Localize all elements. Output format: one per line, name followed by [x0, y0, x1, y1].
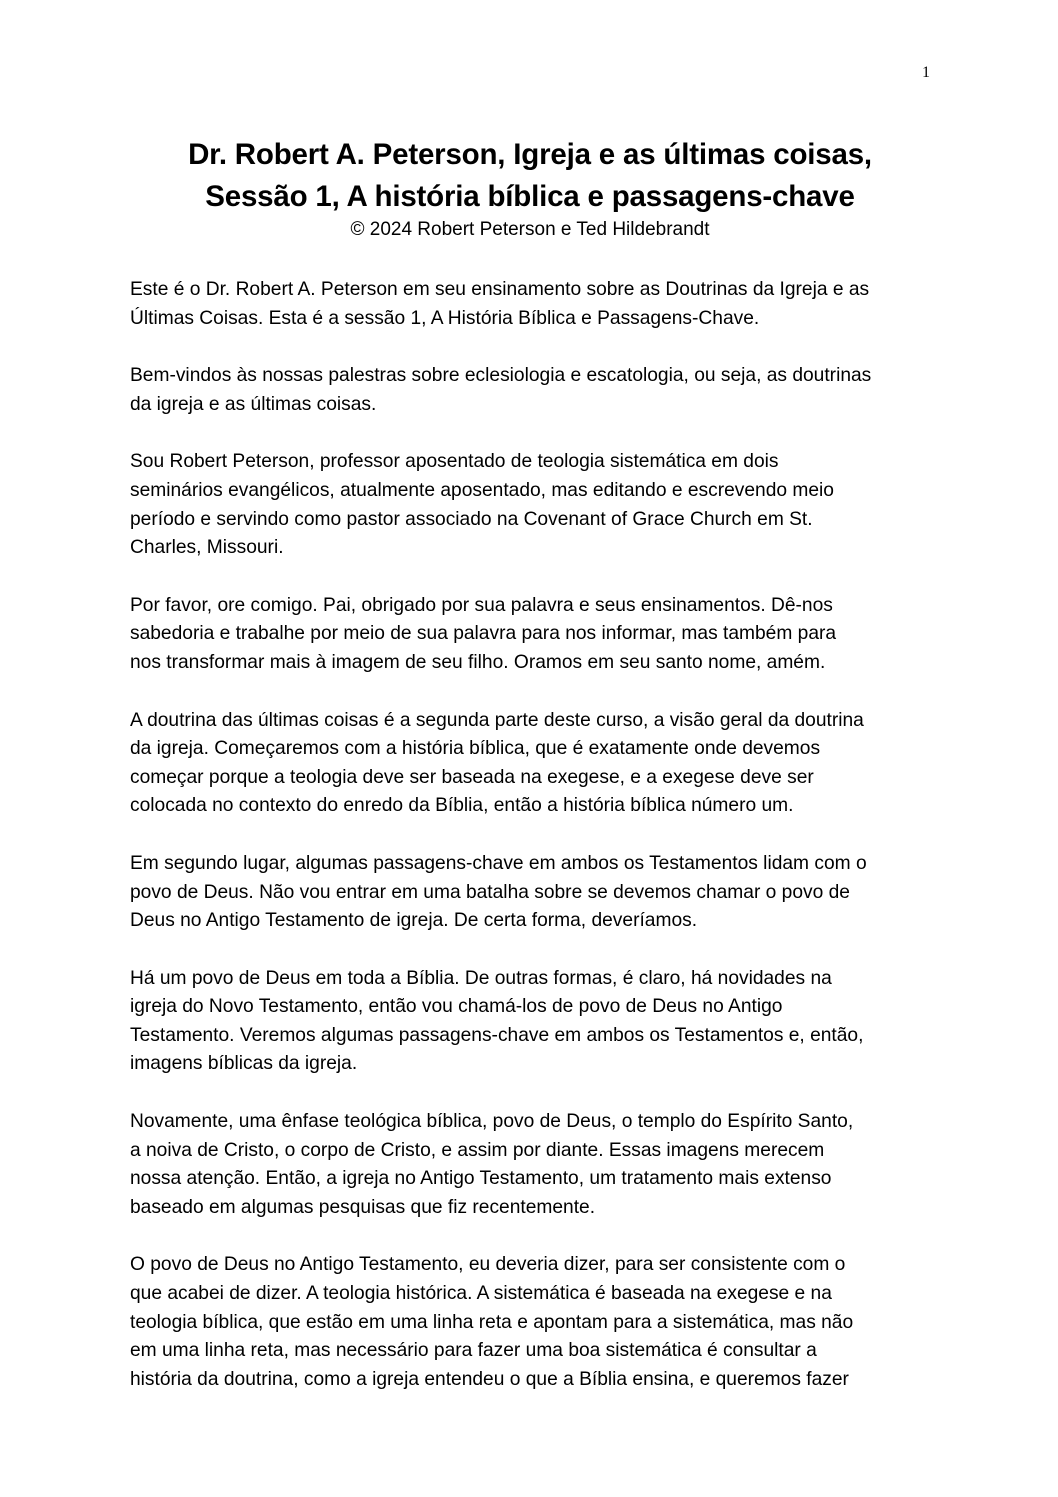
text-line: sabedoria e trabalhe por meio de sua palavra para nos informar, mas também para: [130, 623, 837, 645]
text-line: baseado em algumas pesquisas que fiz recentemente.: [130, 1196, 596, 1218]
text-line: seminários evangélicos, atualmente aposentado, mas editando e escrevendo meio: [130, 479, 834, 501]
text-line: Charles, Missouri.: [130, 537, 284, 559]
text-line: nossa atenção. Então, a igreja no Antigo Testamento, um tratamento mais extenso: [130, 1168, 832, 1190]
text-line: A doutrina das últimas coisas é a segunda parte deste curso, a visão geral da doutrina: [130, 709, 864, 731]
paragraph: [130, 965, 935, 1079]
text-line: Deus no Antigo Testamento de igreja. De certa forma, deveríamos.: [130, 910, 698, 932]
page-number: 1: [922, 64, 930, 81]
paragraph: [130, 448, 935, 562]
text-line: Por favor, ore comigo. Pai, obrigado por sua palavra e seus ensinamentos. Dê-nos: [130, 594, 833, 616]
document-body: [130, 276, 935, 1423]
text-line: começar porque a teologia deve ser baseada na exegese, e a exegese deve ser: [130, 766, 814, 788]
text-line: Sou Robert Peterson, professor aposentado de teologia sistemática em dois: [130, 451, 779, 473]
copyright-notice: © 2024 Robert Peterson e Ted Hildebrandt: [350, 219, 710, 240]
text-line: igreja do Novo Testamento, então vou chamá-los de povo de Deus no Antigo: [130, 996, 783, 1018]
document-title-line-1: Dr. Robert A. Peterson, Igreja e as últimas coisas,: [188, 138, 872, 171]
text-line: Este é o Dr. Robert A. Peterson em seu ensinamento sobre as Doutrinas da Igreja e as: [130, 279, 870, 300]
text-line: da igreja. Começaremos com a história bíblica, que é exatamente onde devemos: [130, 738, 821, 760]
text-line: Últimas Coisas. Esta é a sessão 1, A História Bíblica e Passagens-Chave.: [130, 307, 760, 329]
text-line: colocada no contexto do enredo da Bíblia, então a história bíblica número um.: [130, 795, 794, 817]
paragraph: [130, 592, 935, 678]
paragraph: [130, 1108, 935, 1222]
text-line: nos transformar mais à imagem de seu filho. Oramos em seu santo nome, amém.: [130, 651, 826, 673]
text-line: Há um povo de Deus em toda a Bíblia. De outras formas, é claro, há novidades na: [130, 967, 832, 989]
text-line: da igreja e as últimas coisas.: [130, 393, 377, 415]
text-line: imagens bíblicas da igreja.: [130, 1053, 358, 1075]
text-line: Testamento. Veremos algumas passagens-chave em ambos os Testamentos e, então,: [130, 1024, 864, 1046]
text-line: O povo de Deus no Antigo Testamento, eu deveria dizer, para ser consistente com o: [130, 1254, 846, 1276]
paragraph: [130, 362, 935, 419]
document-title-line-2: Sessão 1, A história bíblica e passagens-chave: [205, 180, 855, 213]
paragraph: [130, 276, 935, 333]
paragraph: [130, 1251, 935, 1394]
text-line: Novamente, uma ênfase teológica bíblica, povo de Deus, o templo do Espírito Santo,: [130, 1111, 854, 1133]
text-line: teologia bíblica, que estão em uma linha reta e apontam para a sistemática, mas não: [130, 1311, 854, 1333]
text-line: em uma linha reta, mas necessário para fazer uma boa sistemática é consultar a: [130, 1340, 817, 1362]
paragraph: [130, 850, 935, 936]
text-line: povo de Deus. Não vou entrar em uma batalha sobre se devemos chamar o povo de: [130, 881, 850, 903]
paragraph: [130, 707, 935, 821]
text-line: história da doutrina, como a igreja entendeu o que a Bíblia ensina, e queremos fazer: [130, 1368, 849, 1390]
text-line: que acabei de dizer. A teologia histórica. A sistemática é baseada na exegese e na: [130, 1283, 832, 1305]
text-line: a noiva de Cristo, o corpo de Cristo, e assim por diante. Essas imagens merecem: [130, 1139, 825, 1161]
text-line: Bem-vindos às nossas palestras sobre eclesiologia e escatologia, ou seja, as doutrinas: [130, 365, 872, 387]
text-line: período e servindo como pastor associado na Covenant of Grace Church em St.: [130, 508, 813, 530]
document-header: [100, 134, 960, 242]
text-line: Em segundo lugar, algumas passagens-chave em ambos os Testamentos lidam com o: [130, 852, 867, 874]
